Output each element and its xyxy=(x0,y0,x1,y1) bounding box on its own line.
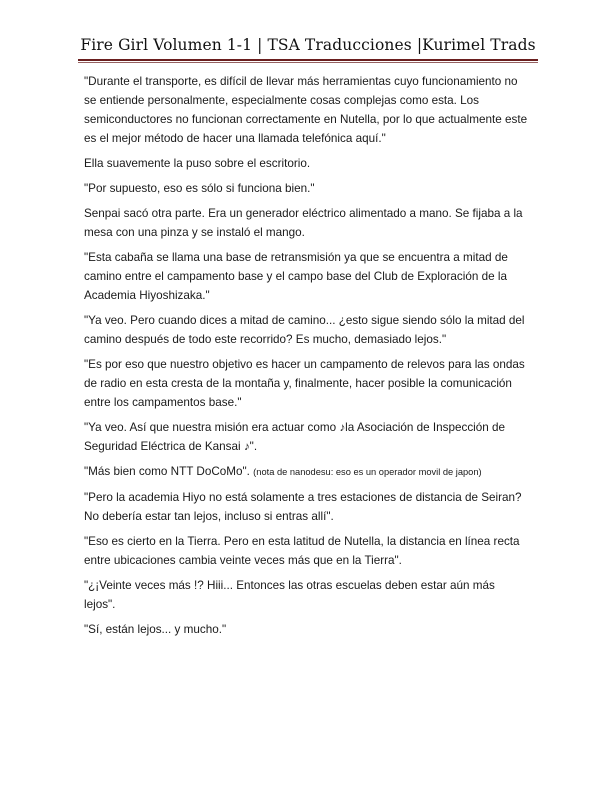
paragraph: Senpai sacó otra parte. Era un generador eléctrico alimentado a mano. Se fijaba a la mesa con una pinza y se instaló el mango. xyxy=(84,207,523,239)
paragraph: "Ya veo. Así que nuestra misión era actuar como ♪la Asociación de Inspección de Seguridad Eléctrica de Kansai ♪". xyxy=(84,421,506,453)
paragraph: "Ya veo. Pero cuando dices a mitad de camino... ¿esto sigue siendo sólo la mitad del camino después de todo este recorrido? Es mucho, demasiado lejos." xyxy=(84,314,525,346)
translator-note: (nota de nanodesu: eso es un operador movil de japon) xyxy=(253,467,482,477)
paragraph: Ella suavemente la puso sobre el escritorio. xyxy=(84,157,311,170)
paragraph: "Es por eso que nuestro objetivo es hacer un campamento de relevos para las ondas de radio en esta cresta de la montaña y, finalmente, hacer posible la comunicación entre los campamentos base." xyxy=(84,358,525,409)
paragraph: "Sí, están lejos... y mucho." xyxy=(84,623,227,636)
paragraph-with-note xyxy=(84,462,529,482)
paragraph: "Eso es cierto en la Tierra. Pero en esta latitud de Nutella, la distancia en línea recta entre ubicaciones cambia veinte veces más que en la Tierra". xyxy=(84,535,520,567)
paragraph: "Durante el transporte, es difícil de llevar más herramientas cuyo funcionamiento no se entiende personalmente, especialmente cosas complejas como esta. Los semiconductores no funcionan correctamente en Nutella, por lo que actualmente este es el mejor método de hacer una llamada telefónica aquí." xyxy=(84,75,528,145)
document-body xyxy=(84,72,529,645)
page-header-title: Fire Girl Volumen 1-1 | TSA Traducciones |Kurimel Trads xyxy=(80,36,536,54)
paragraph: "Esta cabaña se llama una base de retransmisión ya que se encuentra a mitad de camino entre el campamento base y el campo base del Club de Exploración de la Academia Hiyoshizaka." xyxy=(84,251,508,302)
paragraph: "¿¡Veinte veces más !? Hiii... Entonces las otras escuelas deben estar aún más lejos". xyxy=(84,579,495,611)
paragraph-main-text: "Más bien como NTT DoCoMo". xyxy=(84,465,254,478)
paragraph: "Por supuesto, eso es sólo si funciona bien." xyxy=(84,182,315,195)
header-divider-thin xyxy=(78,62,538,63)
header-divider xyxy=(78,59,538,61)
paragraph: "Pero la academia Hiyo no está solamente a tres estaciones de distancia de Seiran? No debería estar tan lejos, incluso si entras allí". xyxy=(84,491,522,523)
